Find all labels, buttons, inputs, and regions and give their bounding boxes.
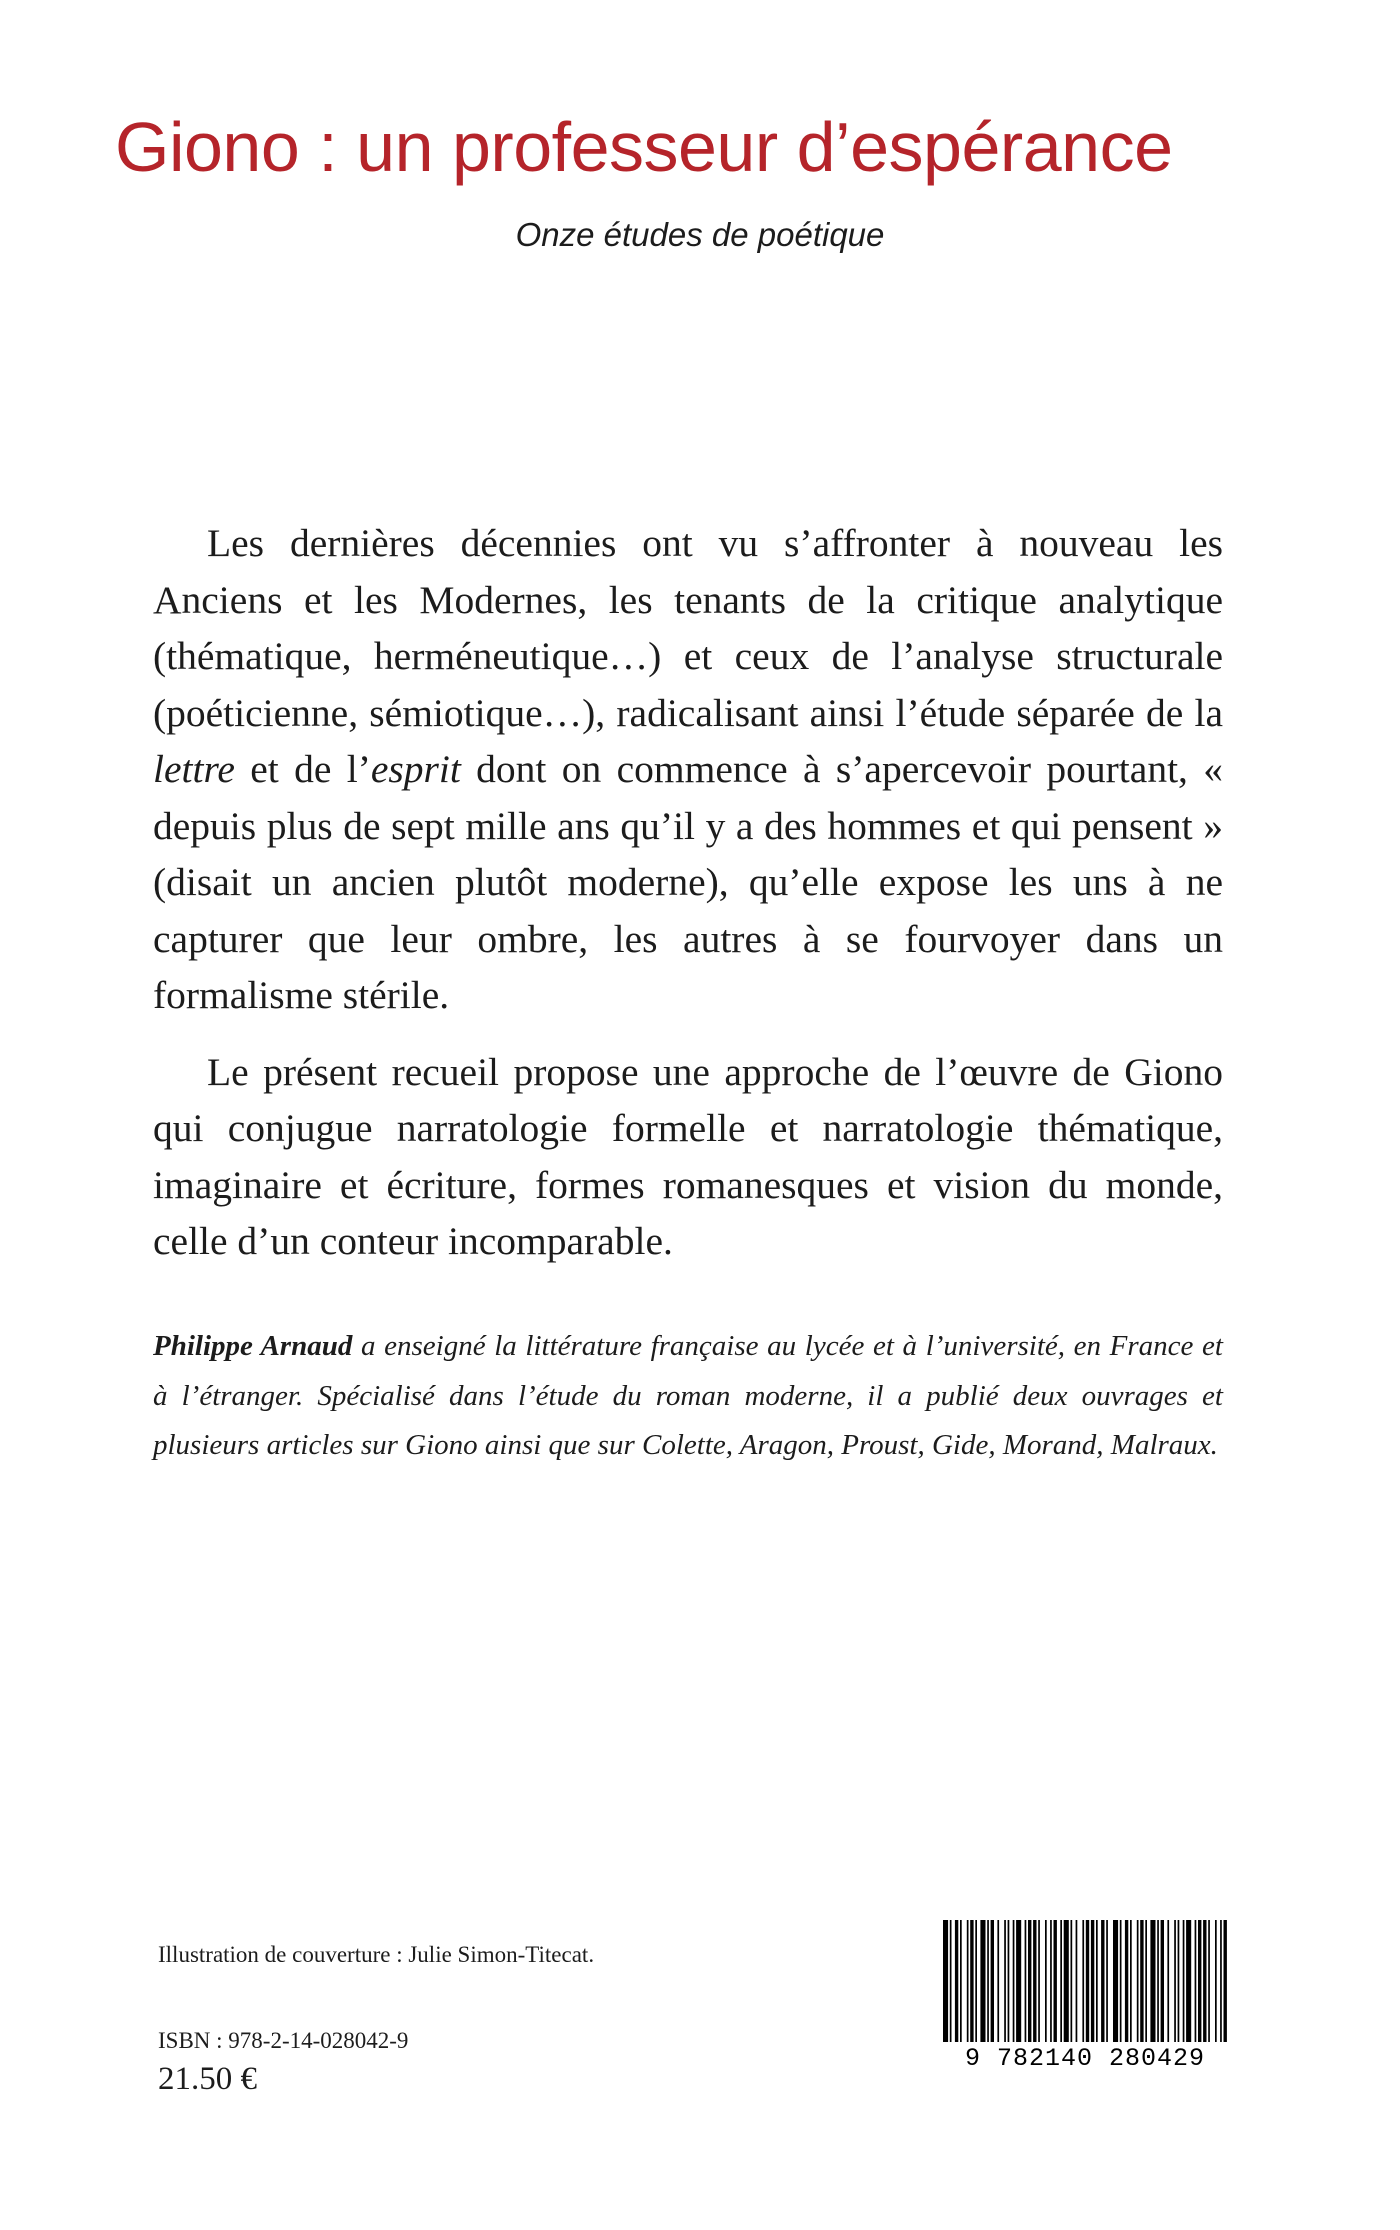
barcode-bar [1008,1920,1010,2042]
barcode-bar [1174,1920,1176,2042]
barcode-bar [1050,1920,1052,2042]
barcode-bar [1137,1920,1139,2042]
barcode-bar [970,1920,973,2042]
barcode-bar [1145,1920,1147,2042]
author-name: Philippe Arnaud [153,1330,353,1362]
blurb-paragraph-2: Le présent recueil propose une approche de l’œuvre de Giono qui conjugue narratologie formelle et narratologie thématique, imaginaire et écriture, formes romanesques et vision du monde, celle d’un conteur incomparable. [153,1049,1223,1263]
barcode-bar [1091,1920,1094,2042]
barcode-bar [960,1920,962,2042]
blurb-paragraph-1: Les dernières décennies ont vu s’affronter à nouveau les Anciens et les Modernes, les tenants de la critique analytique (thématique, herméneutique…) et ceux de l’analyse structurale (poéticienne, sémiotique…), radicalisant ainsi l’étude séparée de la lettre et de l’esprit dont on commence à s’apercevoir pourtant, « depuis plus de sept mille ans qu’il y a des hommes et qui pensent » (disait un ancien plutôt moderne), qu’elle expose les uns à ne capturer que leur ombre, les autres à se fourvoyer dans un formalisme stérile. [153,521,1224,1017]
barcode-bar [1096,1920,1098,2042]
barcode-bar [1140,1920,1143,2042]
barcode-bar [967,1920,969,2042]
barcode-bar [1064,1920,1069,2042]
barcode-bar [1195,1920,1197,2042]
barcode-bar [991,1920,994,2042]
barcode-bar [1198,1920,1201,2042]
barcode-bar [1013,1920,1015,2042]
barcode-bar [1060,1920,1062,2042]
barcode-bar [1183,1920,1185,2042]
barcode-bar [1033,1920,1036,2042]
book-subtitle: Onze études de poétique [515,216,885,253]
barcode-bar [1120,1920,1122,2042]
barcode-bar [1076,1920,1078,2042]
barcode-bar [1082,1920,1084,2042]
barcode-bar [980,1920,985,2042]
barcode-bar [1016,1920,1021,2042]
barcode-bar [943,1920,948,2042]
emphasis-esprit: esprit [370,747,461,791]
barcode-bar [1106,1920,1108,2042]
barcode-bar [1054,1920,1057,2042]
barcode-digits: 9 782140 280429 [925,2046,1245,2071]
barcode-bar [1130,1920,1132,2042]
barcode-bar [1101,1920,1104,2042]
barcode-bar [1167,1920,1169,2042]
barcode-bar [1203,1920,1206,2042]
barcode-bar [1208,1920,1210,2042]
barcode-bar [1028,1920,1031,2042]
barcode-bar [1224,1920,1227,2042]
price: 21.50 € [158,2061,257,2097]
emphasis-lettre: lettre [153,747,235,791]
barcode-bar [1186,1920,1191,2042]
barcode-bar [955,1920,958,2042]
barcode-bar [997,1920,999,2042]
barcode-bar [1045,1920,1047,2042]
barcode-bar [1025,1920,1027,2042]
barcode-bar [1125,1920,1128,2042]
barcode-bar [1150,1920,1155,2042]
barcode-bar [950,1920,952,2042]
author-bio [153,1322,1223,1471]
barcode-bar [1157,1920,1159,2042]
barcode-bar [975,1920,977,2042]
barcode-bar [1113,1920,1118,2042]
barcode [925,1920,1245,2080]
barcode-bar [1071,1920,1073,2042]
barcode-bar [1215,1920,1217,2042]
barcode-bar [1004,1920,1006,2042]
book-title: Giono : un professeur d’espérance [115,108,1173,186]
barcode-bar [1178,1920,1180,2042]
isbn: ISBN : 978-2-14-028042-9 [158,2028,409,2053]
barcode-bar [1086,1920,1089,2042]
illustration-credit: Illustration de couverture : Julie Simon-Titecat. [158,1942,595,1967]
barcode-bar [987,1920,989,2042]
blurb [153,515,1223,1270]
author-bio-text: a enseigné la littérature française au lycée et à l’université, en France et à l’étranger. Spécialisé dans l’étude du roman moderne, il a publié deux ouvrages et plusieurs articles sur Giono ainsi que sur Colette, Aragon, Proust, Gide, Morand, Malraux. [153,1330,1223,1461]
barcode-bar [1220,1920,1222,2042]
barcode-bar [1038,1920,1040,2042]
barcode-bar [1161,1920,1164,2042]
